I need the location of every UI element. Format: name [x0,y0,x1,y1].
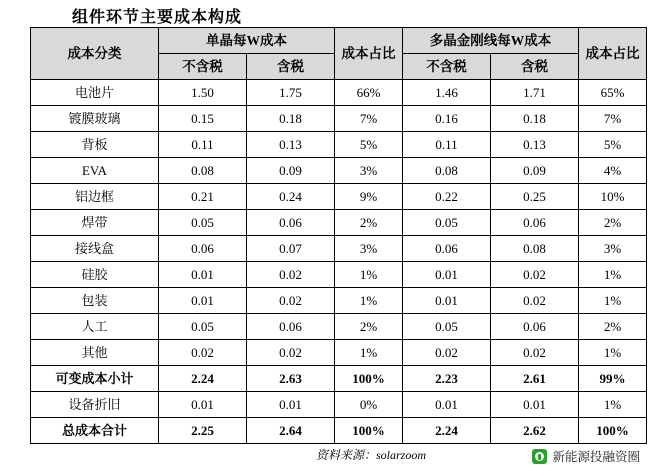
row-label: 可变成本小计 [31,366,159,392]
header-multi-excl-tax: 不含税 [403,54,491,80]
cell-multi-excl: 0.01 [403,262,491,288]
cell-multi-share: 1% [579,288,647,314]
cell-multi-incl: 0.18 [491,106,579,132]
cost-breakdown-table [30,27,647,444]
cell-multi-share: 2% [579,314,647,340]
header-mono-excl-tax: 不含税 [159,54,247,80]
cell-mono-share: 1% [335,262,403,288]
header-group-mono: 单晶每W成本 [159,28,335,54]
row-label: 硅胶 [31,262,159,288]
cell-multi-share: 65% [579,80,647,106]
cell-multi-share: 1% [579,392,647,418]
cell-multi-incl: 0.02 [491,262,579,288]
cell-mono-excl: 0.15 [159,106,247,132]
cell-multi-excl: 0.05 [403,314,491,340]
cell-mono-incl: 0.09 [247,158,335,184]
cell-mono-excl: 0.02 [159,340,247,366]
cell-mono-incl: 0.07 [247,236,335,262]
table-row [31,236,647,262]
cell-mono-incl: 0.06 [247,210,335,236]
cell-mono-excl: 0.11 [159,132,247,158]
cell-mono-share: 1% [335,340,403,366]
cell-mono-incl: 0.02 [247,262,335,288]
row-label: 接线盒 [31,236,159,262]
cell-multi-share: 10% [579,184,647,210]
cell-multi-share: 5% [579,132,647,158]
table-row [31,314,647,340]
cell-multi-excl: 0.01 [403,288,491,314]
cell-multi-excl: 0.06 [403,236,491,262]
cell-mono-excl: 0.01 [159,262,247,288]
table-row [31,262,647,288]
cell-mono-share: 5% [335,132,403,158]
cell-mono-excl: 0.21 [159,184,247,210]
cell-multi-excl: 0.11 [403,132,491,158]
row-label: 其他 [31,340,159,366]
cell-mono-excl: 0.01 [159,392,247,418]
cell-mono-share: 2% [335,314,403,340]
row-label: EVA [31,158,159,184]
cell-multi-incl: 0.09 [491,158,579,184]
cell-mono-share: 2% [335,210,403,236]
cell-mono-excl: 0.08 [159,158,247,184]
header-share-mono-text: 成本占比 [341,46,396,61]
cell-multi-incl: 2.62 [491,418,579,444]
table-body [31,80,647,444]
cell-multi-excl: 0.22 [403,184,491,210]
cell-mono-excl: 1.50 [159,80,247,106]
cell-multi-excl: 2.23 [403,366,491,392]
row-label: 设备折旧 [31,392,159,418]
cell-mono-incl: 0.02 [247,340,335,366]
header-share-multi-text: 成本占比 [585,46,640,61]
cell-multi-excl: 2.24 [403,418,491,444]
table-header-row-1 [31,28,647,54]
table-row [31,158,647,184]
cell-multi-share: 4% [579,158,647,184]
table-row [31,392,647,418]
source-note: 资料来源：solarzoom [315,448,426,462]
cell-mono-excl: 2.25 [159,418,247,444]
cell-mono-share: 100% [335,366,403,392]
table-row [31,184,647,210]
row-label: 焊带 [31,210,159,236]
cell-multi-share: 3% [579,236,647,262]
cell-mono-share: 100% [335,418,403,444]
cost-table-container [30,27,640,444]
cell-mono-share: 7% [335,106,403,132]
header-share-mono [335,28,403,80]
table-row [31,288,647,314]
row-label: 包装 [31,288,159,314]
cell-multi-incl: 0.06 [491,314,579,340]
cell-multi-excl: 0.02 [403,340,491,366]
cell-mono-incl: 2.63 [247,366,335,392]
cell-multi-share: 2% [579,210,647,236]
cell-multi-excl: 0.05 [403,210,491,236]
cell-mono-incl: 0.18 [247,106,335,132]
cell-multi-share: 99% [579,366,647,392]
table-header [31,28,647,80]
row-label: 镀膜玻璃 [31,106,159,132]
cell-multi-share: 1% [579,340,647,366]
cell-mono-excl: 0.01 [159,288,247,314]
table-row [31,106,647,132]
row-label: 总成本合计 [31,418,159,444]
cell-multi-incl: 1.71 [491,80,579,106]
cell-mono-excl: 2.24 [159,366,247,392]
cell-mono-incl: 0.02 [247,288,335,314]
cell-mono-share: 0% [335,392,403,418]
cell-multi-incl: 0.08 [491,236,579,262]
cell-mono-share: 66% [335,80,403,106]
header-multi-incl-tax: 含税 [491,54,579,80]
row-label: 电池片 [31,80,159,106]
table-row-subtotal [31,366,647,392]
cell-mono-incl: 1.75 [247,80,335,106]
cell-multi-incl: 0.02 [491,340,579,366]
cell-multi-incl: 0.13 [491,132,579,158]
cell-multi-share: 100% [579,418,647,444]
cell-mono-incl: 0.13 [247,132,335,158]
row-label: 铝边框 [31,184,159,210]
cell-multi-incl: 0.25 [491,184,579,210]
cell-multi-excl: 1.46 [403,80,491,106]
cell-mono-excl: 0.05 [159,210,247,236]
table-row [31,132,647,158]
header-share-multi [579,28,647,80]
header-group-multi: 多晶金刚线每W成本 [403,28,579,54]
cell-multi-incl: 0.01 [491,392,579,418]
table-row-total [31,418,647,444]
cell-mono-share: 3% [335,158,403,184]
cell-multi-excl: 0.16 [403,106,491,132]
row-label: 人工 [31,314,159,340]
row-label: 背板 [31,132,159,158]
cell-multi-incl: 2.61 [491,366,579,392]
cell-mono-share: 3% [335,236,403,262]
cell-multi-share: 1% [579,262,647,288]
cell-mono-excl: 0.05 [159,314,247,340]
cell-multi-excl: 0.08 [403,158,491,184]
cell-multi-incl: 0.06 [491,210,579,236]
table-row [31,210,647,236]
table-row [31,80,647,106]
page-title: 组件环节主要成本构成 [72,9,243,26]
cell-mono-incl: 0.24 [247,184,335,210]
header-category: 成本分类 [31,28,159,80]
watermark [532,447,640,465]
cell-mono-share: 9% [335,184,403,210]
cell-mono-incl: 0.06 [247,314,335,340]
watermark-logo-icon [532,449,547,464]
watermark-label: 新能源投融资圈 [552,450,640,464]
cell-mono-share: 1% [335,288,403,314]
table-row [31,340,647,366]
cell-multi-share: 7% [579,106,647,132]
cell-mono-excl: 0.06 [159,236,247,262]
cell-mono-incl: 0.01 [247,392,335,418]
cell-mono-incl: 2.64 [247,418,335,444]
cell-multi-incl: 0.02 [491,288,579,314]
cell-multi-excl: 0.01 [403,392,491,418]
header-mono-incl-tax: 含税 [247,54,335,80]
